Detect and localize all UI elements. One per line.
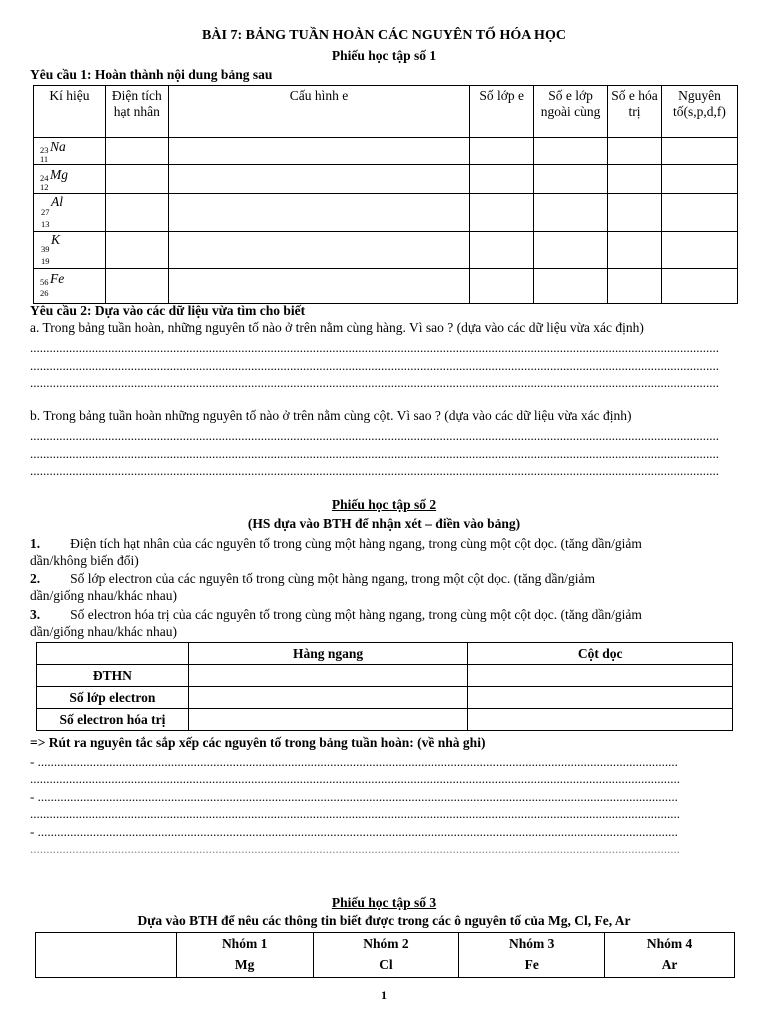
- atomic-number: 26: [40, 288, 49, 298]
- header-e-config: Cấu hình e: [168, 86, 469, 138]
- header-valence-e: Số e hóa trị: [608, 86, 662, 138]
- table-row: [37, 687, 733, 709]
- table-row-mg: [34, 165, 738, 194]
- table-row-na: [34, 138, 738, 165]
- mass-number: 23: [40, 145, 49, 155]
- cell[interactable]: [534, 165, 608, 194]
- row-label: ĐTHN: [37, 665, 189, 687]
- cell[interactable]: [470, 232, 534, 269]
- page-title: BÀI 7: BẢNG TUẦN HOÀN CÁC NGUYÊN TỐ HÓA HỌC: [202, 28, 566, 43]
- cell[interactable]: [168, 269, 469, 304]
- table-row-fe: [34, 269, 738, 304]
- cell[interactable]: [105, 232, 168, 269]
- table-header-row: [37, 643, 733, 665]
- cell[interactable]: [470, 138, 534, 165]
- cell[interactable]: [188, 687, 468, 709]
- cell[interactable]: [468, 709, 733, 731]
- cell[interactable]: [470, 165, 534, 194]
- comparison-table: [36, 642, 733, 731]
- atomic-number: 13: [41, 219, 50, 229]
- sheet3-subheading: Dựa vào BTH để nêu các thông tin biết được trong các ô nguyên tố của Mg, Cl, Fe, Ar: [137, 913, 631, 928]
- cell[interactable]: [608, 194, 662, 232]
- cell[interactable]: [470, 194, 534, 232]
- mass-number: 39: [41, 244, 50, 254]
- answer-line[interactable]: - .....................................................................................................................................................................................................: [30, 824, 678, 839]
- cell[interactable]: [661, 138, 737, 165]
- cell-symbol: [34, 165, 106, 194]
- answer-line[interactable]: ....................................................................................................................................................................................................................: [30, 358, 719, 373]
- mass-number: 24: [40, 173, 49, 183]
- answer-line[interactable]: - .....................................................................................................................................................................................................: [30, 754, 678, 769]
- element-symbol: Fe: [50, 271, 65, 286]
- cell[interactable]: [661, 194, 737, 232]
- answer-line[interactable]: ....................................................................................................................................................................................................................: [30, 375, 719, 390]
- cell[interactable]: [608, 269, 662, 304]
- answer-line[interactable]: - .....................................................................................................................................................................................................: [30, 789, 678, 804]
- mass-number: 27: [41, 207, 50, 217]
- cell-symbol: [34, 138, 106, 165]
- header-empty: [37, 643, 189, 665]
- group-cell-1: Nhóm 1 Mg: [176, 933, 313, 978]
- requirement-1: Yêu cầu 1: Hoàn thành nội dung bảng sau: [30, 67, 273, 82]
- cell[interactable]: [168, 138, 469, 165]
- element-table: [33, 85, 738, 304]
- header-outer-e: Số e lớp ngoài cùng: [534, 86, 608, 138]
- header-shells: Số lớp e: [470, 86, 534, 138]
- cell[interactable]: [661, 269, 737, 304]
- cell[interactable]: [608, 138, 662, 165]
- element-symbol: Mg: [50, 167, 68, 182]
- page-number: 1: [381, 988, 387, 1002]
- groups-table: [35, 932, 735, 978]
- group-cell-4: Nhóm 4 Ar: [605, 933, 735, 978]
- mass-number: 56: [40, 277, 49, 287]
- cell[interactable]: [168, 194, 469, 232]
- cell[interactable]: [168, 232, 469, 269]
- cell[interactable]: [470, 269, 534, 304]
- atomic-number: 19: [41, 256, 50, 266]
- answer-line[interactable]: ........................................................................................................................................................................................................: [30, 771, 680, 786]
- cell[interactable]: [608, 165, 662, 194]
- cell[interactable]: [105, 194, 168, 232]
- sheet2-subheading: (HS dựa vào BTH để nhận xét – điền vào bảng): [247, 516, 521, 531]
- group-cell-3: Nhóm 3 Fe: [459, 933, 605, 978]
- cell[interactable]: [661, 232, 737, 269]
- cell[interactable]: [534, 138, 608, 165]
- cell[interactable]: [105, 138, 168, 165]
- item-1: 1. Điện tích hạt nhân của các nguyên tố trong cùng một hàng ngang, trong cùng một cột dọc. (tăng dần/giảm: [30, 536, 642, 551]
- sheet3-heading: Phiếu học tập số 3: [331, 895, 437, 910]
- table-row-al: [34, 194, 738, 232]
- table-row: [37, 709, 733, 731]
- header-nuclear-charge: Điện tích hạt nhân: [105, 86, 168, 138]
- atomic-number: 12: [40, 182, 49, 192]
- cell[interactable]: [188, 709, 468, 731]
- cell-symbol: [34, 232, 106, 269]
- cell[interactable]: [534, 194, 608, 232]
- cell[interactable]: [608, 232, 662, 269]
- header-symbol: Kí hiệu: [34, 86, 106, 138]
- answer-line[interactable]: ........................................................................................................................................................................................................: [30, 841, 680, 856]
- cell[interactable]: [468, 687, 733, 709]
- cell[interactable]: [661, 165, 737, 194]
- cell[interactable]: [105, 165, 168, 194]
- question-a: a. Trong bảng tuần hoàn, những nguyên tố nào ở trên nằm cùng hàng. Vì sao ? (dựa vào các dữ liệu vừa xác định): [30, 320, 644, 335]
- table-header-row: [34, 86, 738, 138]
- question-b: b. Trong bảng tuần hoàn những nguyên tố nào ở trên nằm cùng cột. Vì sao ? (dựa vào các dữ liệu vừa xác định): [30, 408, 632, 423]
- answer-line[interactable]: ....................................................................................................................................................................................................................: [30, 463, 719, 478]
- cell-symbol: [34, 269, 106, 304]
- row-label: Số electron hóa trị: [37, 709, 189, 731]
- answer-line[interactable]: ........................................................................................................................................................................................................: [30, 806, 680, 821]
- item-3-cont: dần/giống nhau/khác nhau): [30, 624, 177, 639]
- item-2: 2. Số lớp electron của các nguyên tố trong cùng một hàng ngang, trong một cột dọc. (tăng dần/giảm: [30, 571, 596, 586]
- header-column: Cột dọc: [468, 643, 733, 665]
- item-2-cont: dần/giống nhau/khác nhau): [30, 588, 177, 603]
- cell-empty: [36, 933, 177, 978]
- header-block: Nguyên tố(s,p,d,f): [661, 86, 737, 138]
- cell[interactable]: [534, 269, 608, 304]
- answer-line[interactable]: ....................................................................................................................................................................................................................: [30, 428, 719, 443]
- element-symbol: K: [51, 232, 61, 247]
- atomic-number: 11: [40, 154, 49, 164]
- answer-line[interactable]: ....................................................................................................................................................................................................................: [30, 446, 719, 461]
- cell[interactable]: [468, 665, 733, 687]
- table-row-k: [34, 232, 738, 269]
- group-cell-2: Nhóm 2 Cl: [313, 933, 459, 978]
- answer-line[interactable]: ....................................................................................................................................................................................................................: [30, 340, 719, 355]
- cell[interactable]: [168, 165, 469, 194]
- header-row: Hàng ngang: [188, 643, 468, 665]
- sheet2-heading: Phiếu học tập số 2: [331, 497, 437, 512]
- table-row: [36, 933, 735, 978]
- sheet1-heading: Phiếu học tập số 1: [331, 48, 437, 63]
- item-3: 3. Số electron hóa trị của các nguyên tố trong cùng một hàng ngang, trong cùng một cột dọc. (tăng dần/giảm: [30, 607, 642, 622]
- element-symbol: Na: [50, 139, 66, 154]
- requirement-2: Yêu cầu 2: Dựa vào các dữ liệu vừa tìm cho biết: [30, 303, 306, 318]
- cell-symbol: [34, 194, 106, 232]
- item-1-cont: dần/không biến đổi): [30, 553, 139, 568]
- cell[interactable]: [105, 269, 168, 304]
- element-symbol: Al: [51, 194, 63, 209]
- conclusion: => Rút ra nguyên tắc sắp xếp các nguyên tố trong bảng tuần hoàn: (về nhà ghi): [30, 735, 486, 750]
- cell[interactable]: [188, 665, 468, 687]
- table-row: [37, 665, 733, 687]
- cell[interactable]: [534, 232, 608, 269]
- row-label: Số lớp electron: [37, 687, 189, 709]
